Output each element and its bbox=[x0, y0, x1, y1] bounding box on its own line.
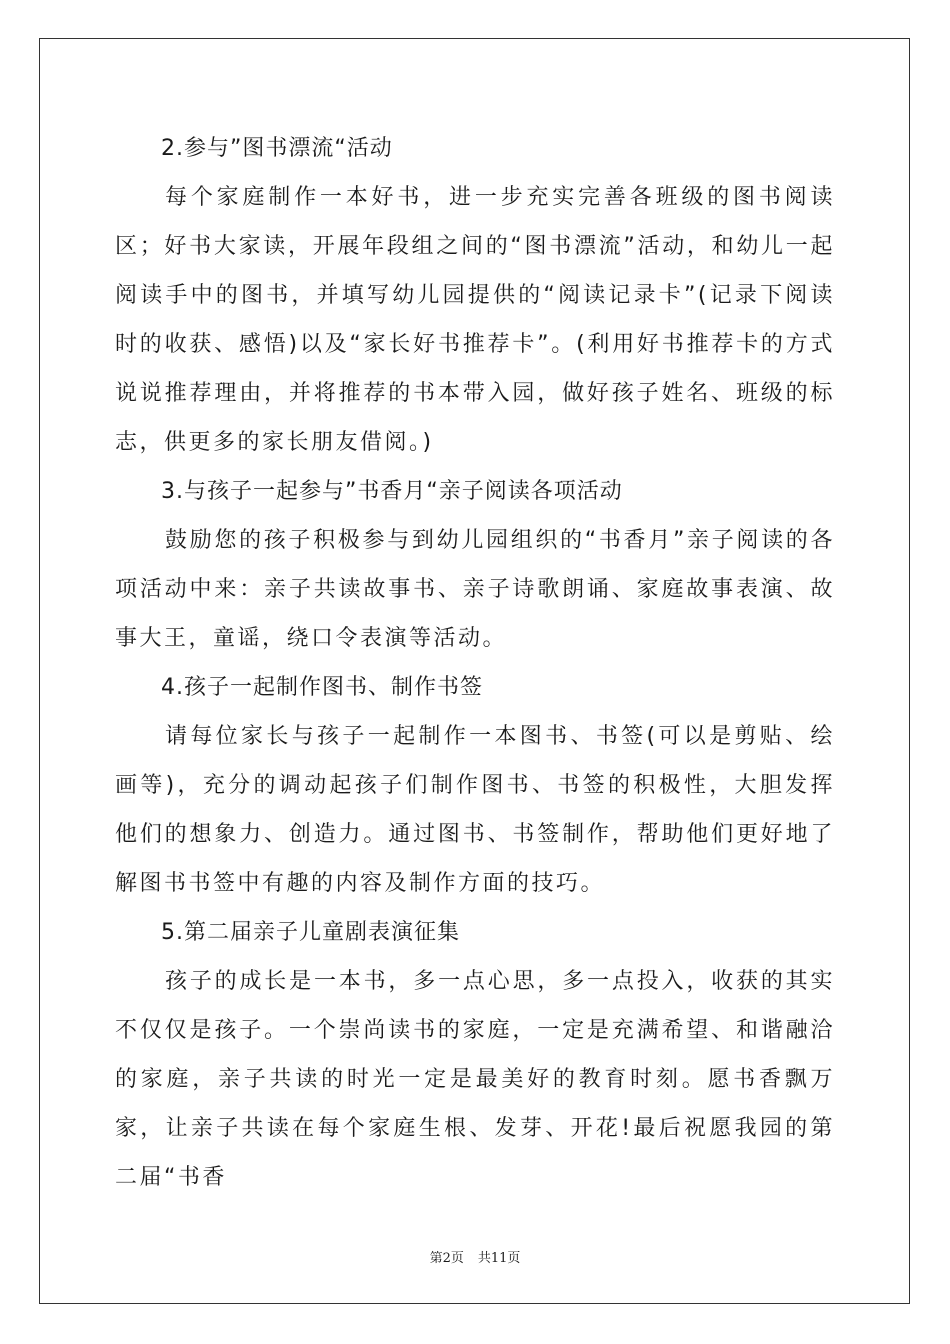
page-number: 第2页 bbox=[429, 1251, 464, 1266]
section-4 bbox=[115, 663, 835, 908]
section-paragraph: 孩子的成长是一本书，多一点心思，多一点投入，收获的其实不仅仅是孩子。一个崇尚读书的家庭，一定是充满希望、和谐融洽的家庭，亲子共读的时光一定是最美好的教育时刻。愿书香飘万家，让亲子共读在每个家庭生根、发芽、开花!最后祝愿我园的第二届“书香 bbox=[115, 969, 835, 1190]
page-total: 共11页 bbox=[477, 1251, 521, 1266]
section-2 bbox=[115, 124, 835, 467]
document-body bbox=[115, 124, 835, 1202]
page-footer bbox=[0, 1247, 950, 1266]
section-heading: 4.孩子一起制作图书、制作书签 bbox=[161, 675, 483, 700]
section-heading: 3.与孩子一起参与”书香月“亲子阅读各项活动 bbox=[161, 479, 623, 504]
section-paragraph: 鼓励您的孩子积极参与到幼儿园组织的“书香月”亲子阅读的各项活动中来：亲子共读故事书、亲子诗歌朗诵、家庭故事表演、故事大王，童谣，绕口令表演等活动。 bbox=[115, 528, 835, 651]
section-heading: 5.第二届亲子儿童剧表演征集 bbox=[161, 920, 460, 945]
section-heading: 2.参与”图书漂流“活动 bbox=[161, 136, 393, 161]
section-5 bbox=[115, 908, 835, 1202]
section-paragraph: 请每位家长与孩子一起制作一本图书、书签(可以是剪贴、绘画等)，充分的调动起孩子们制作图书、书签的积极性，大胆发挥他们的想象力、创造力。通过图书、书签制作，帮助他们更好地了解图书书签中有趣的内容及制作方面的技巧。 bbox=[115, 724, 835, 896]
section-3 bbox=[115, 467, 835, 663]
section-paragraph: 每个家庭制作一本好书，进一步充实完善各班级的图书阅读区；好书大家读，开展年段组之间的“图书漂流”活动，和幼儿一起阅读手中的图书，并填写幼儿园提供的“阅读记录卡”(记录下阅读时的收获、感悟)以及“家长好书推荐卡”。(利用好书推荐卡的方式说说推荐理由，并将推荐的书本带入园，做好孩子姓名、班级的标志，供更多的家长朋友借阅。) bbox=[115, 185, 835, 455]
